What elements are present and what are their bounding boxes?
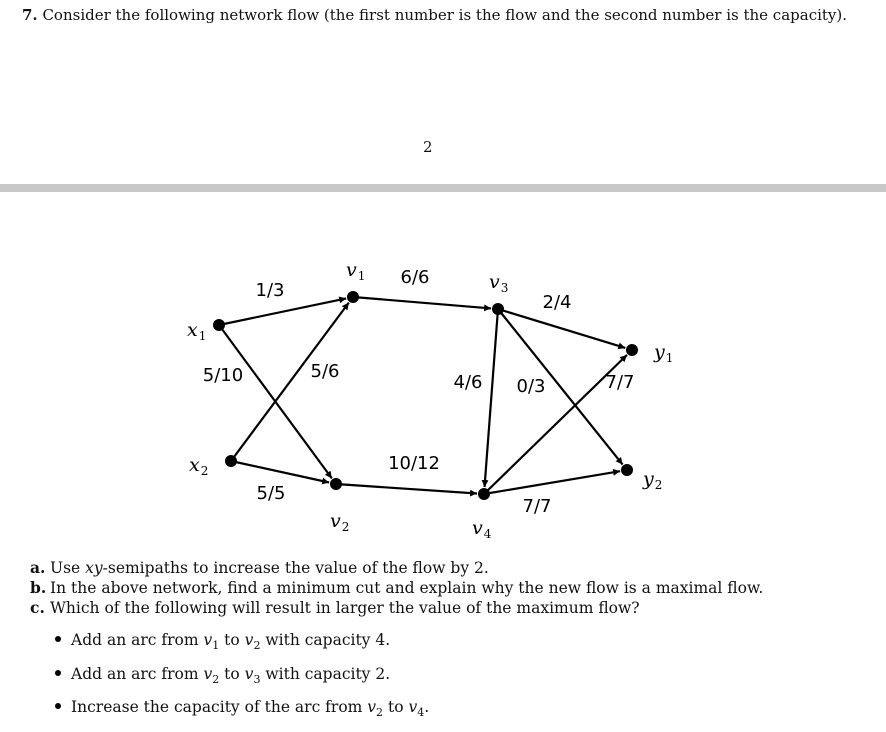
- edge-label-x2-v1: 5/6: [310, 361, 340, 382]
- option-var: v: [203, 664, 213, 683]
- node-label-v4: $v_4$: [472, 517, 492, 541]
- page-number: 2: [423, 138, 433, 156]
- option-var-sub: 2: [376, 706, 384, 720]
- edge-v2-v4: [336, 484, 477, 494]
- question-b-label: b.: [30, 578, 47, 597]
- edge-label-v4-y2: 7/7: [522, 496, 552, 517]
- node-v3: [492, 303, 504, 315]
- option-var: v: [203, 631, 213, 649]
- bullet-icon: [55, 670, 61, 676]
- question-a-pre: Use: [50, 559, 86, 577]
- edge-label-v2-v4: 10/12: [388, 453, 440, 474]
- edge-label-x2-v2: 5/5: [256, 483, 286, 504]
- option-item: [55, 665, 429, 699]
- option-var-sub: 2: [253, 639, 261, 653]
- option-var-sub: 3: [253, 672, 261, 686]
- node-label-v3: $v_3$: [489, 271, 509, 295]
- node-v4: [478, 488, 490, 500]
- edge-x2-v2: [231, 461, 329, 483]
- option-var: v: [244, 664, 254, 683]
- node-label-y2: $y_2$: [643, 468, 663, 492]
- edge-label-v4-y1: 7/7: [605, 372, 635, 393]
- option-text: Add an arc from: [71, 631, 204, 649]
- edge-label-v1-v3: 6/6: [400, 267, 430, 288]
- question-c: [30, 598, 763, 618]
- option-var-sub: 1: [212, 639, 220, 653]
- edge-label-v3-y2: 0/3: [516, 376, 546, 397]
- option-text: to: [219, 664, 245, 683]
- option-list: [55, 631, 429, 732]
- edge-v3-y1: [498, 309, 625, 348]
- question-a-post: -semipaths to increase the value of the flow by 2.: [102, 559, 489, 577]
- option-text: .: [424, 698, 430, 716]
- questions: [30, 558, 763, 618]
- edge-label-v3-v4: 4/6: [453, 372, 483, 393]
- question-b: [30, 578, 763, 598]
- edge-label-v3-y1: 2/4: [542, 292, 572, 313]
- option-text: to: [219, 631, 245, 649]
- question-c-label: c.: [30, 598, 45, 617]
- node-y2: [621, 464, 633, 476]
- option-text: Add an arc from: [71, 664, 204, 683]
- bullet-icon: [55, 703, 61, 709]
- option-text: Increase the capacity of the arc from: [71, 698, 368, 716]
- node-y1: [626, 344, 638, 356]
- problem-number: 7.: [22, 6, 38, 24]
- option-item: [55, 631, 429, 665]
- node-v1: [347, 291, 359, 303]
- edge-label-x1-v1: 1/3: [255, 280, 285, 301]
- question-a-math: xy: [85, 559, 103, 577]
- node-x1: [213, 319, 225, 331]
- node-label-x2: $x_2$: [189, 454, 209, 478]
- node-v2: [330, 478, 342, 490]
- option-item: [55, 698, 429, 732]
- node-label-x1: $x_1$: [187, 319, 207, 343]
- edge-v1-v3: [353, 297, 491, 308]
- option-var-sub: 4: [417, 706, 425, 720]
- question-a-label: a.: [30, 558, 46, 577]
- option-text: with capacity 4.: [260, 631, 391, 649]
- labels-group: [187, 259, 673, 541]
- option-text: with capacity 2.: [260, 664, 391, 683]
- question-b-text: In the above network, find a minimum cut and explain why the new flow is a maximal flow.: [50, 579, 764, 597]
- option-var: v: [244, 631, 254, 649]
- option-var-sub: 2: [212, 672, 220, 686]
- option-text: to: [383, 698, 409, 716]
- edge-label-x1-v2: 5/10: [202, 365, 244, 386]
- edge-x1-v1: [219, 298, 346, 325]
- edge-v3-v4: [485, 309, 498, 487]
- node-x2: [225, 455, 237, 467]
- option-var: v: [367, 698, 377, 716]
- option-var: v: [408, 698, 418, 716]
- question-c-text: Which of the following will result in larger the value of the maximum flow?: [50, 599, 640, 617]
- problem-text: Consider the following network flow (the first number is the flow and the second number is the capacity).: [42, 6, 848, 24]
- bullet-icon: [55, 636, 61, 642]
- node-label-v2: $v_2$: [330, 510, 350, 534]
- node-label-y1: $y_1$: [654, 341, 674, 365]
- node-label-v1: $v_1$: [346, 259, 366, 283]
- question-a: [30, 558, 763, 578]
